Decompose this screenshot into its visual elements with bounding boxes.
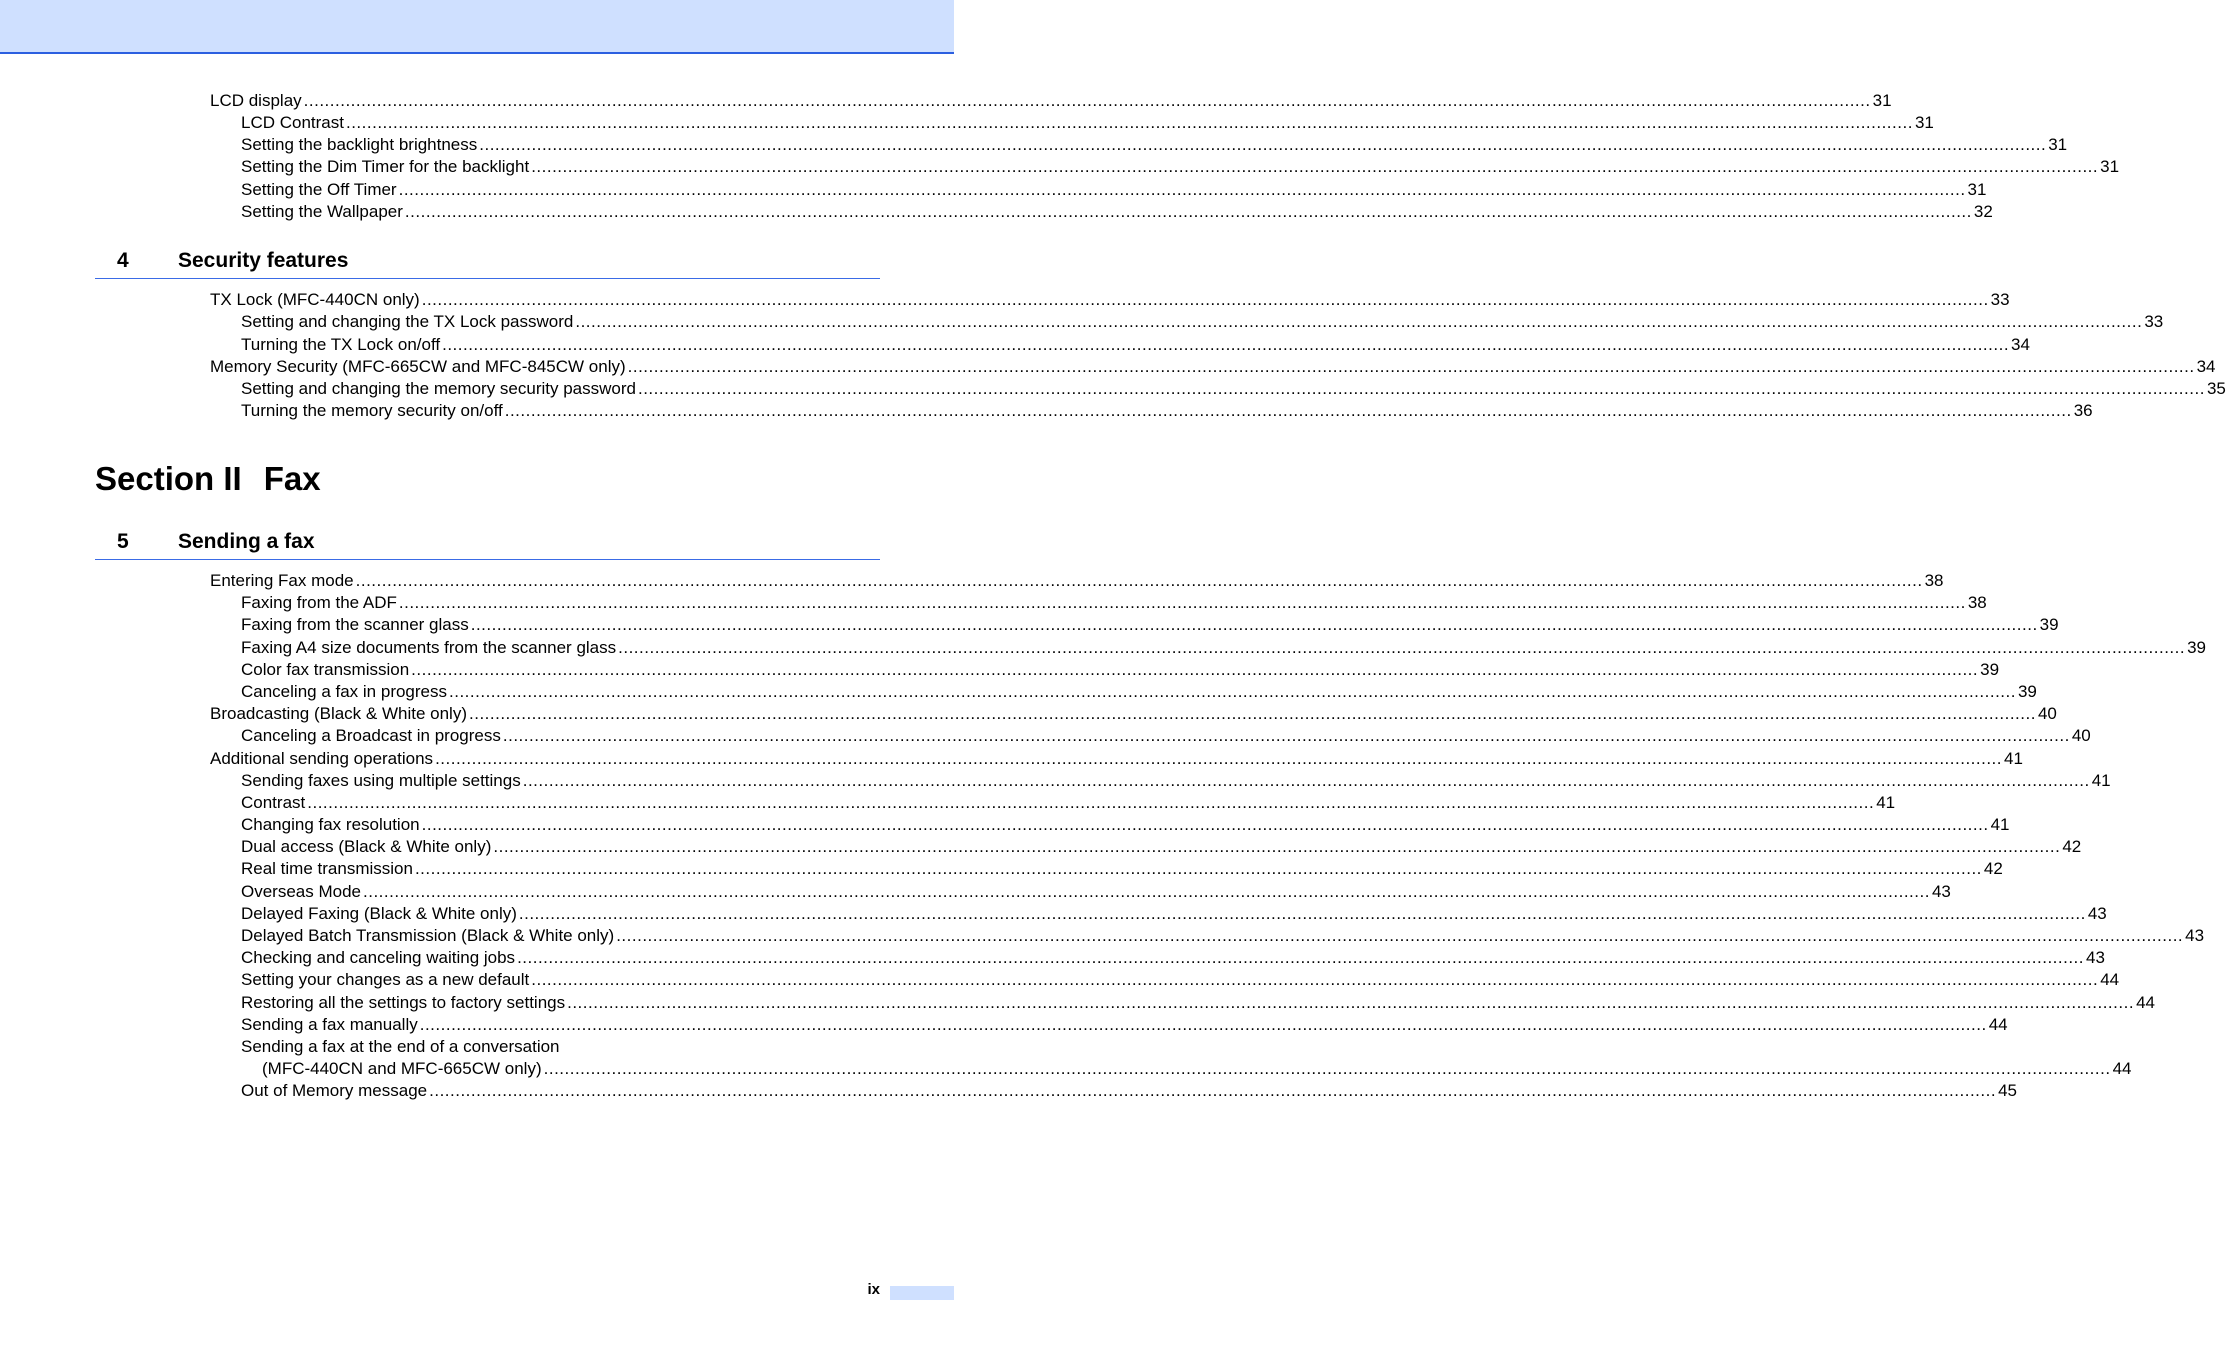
toc-entry-label: Restoring all the settings to factory settings [241, 993, 566, 1012]
toc-entry[interactable] [0, 570, 1944, 592]
dot-leader: ............................................................................................................................................................................................................................................................................................................ [355, 571, 1923, 590]
toc-entry[interactable] [0, 858, 2003, 880]
toc-entry[interactable] [0, 134, 2068, 156]
dot-leader: ............................................................................................................................................................................................................................................................................................................ [531, 970, 2099, 989]
dot-leader: ............................................................................................................................................................................................................................................................................................................ [303, 91, 1871, 110]
toc-entry-page: 31 [1914, 113, 1934, 132]
toc-entry[interactable] [0, 400, 2093, 422]
toc-entry-page: 31 [1872, 91, 1892, 110]
toc-entry[interactable] [0, 925, 2205, 947]
toc-entry-label: Memory Security (MFC-665CW and MFC-845CW only) [210, 357, 626, 376]
toc-entry-page: 43 [2185, 926, 2205, 945]
toc-entry-label: Setting your changes as a new default [241, 970, 530, 989]
toc-entry-page: 39 [2187, 638, 2207, 657]
toc-entry[interactable] [0, 903, 2107, 925]
dot-leader: ............................................................................................................................................................................................................................................................................................................ [470, 615, 2038, 634]
toc-entry[interactable] [0, 992, 2155, 1014]
toc-entry-page: 42 [2062, 837, 2082, 856]
toc-entry-page: 31 [1967, 180, 1987, 199]
toc-entry-label: Sending a fax manually [241, 1015, 418, 1034]
toc-entry-label: Delayed Batch Transmission (Black & White only) [241, 926, 615, 945]
toc-entry-page: 43 [2086, 948, 2105, 967]
section-title: Fax [263, 460, 321, 497]
toc-entry-label: Canceling a Broadcast in progress [241, 726, 501, 745]
dot-leader: ............................................................................................................................................................................................................................................................................................................ [449, 682, 2016, 701]
toc-entry-page: 36 [2073, 401, 2093, 420]
section-label: Section II [95, 460, 242, 497]
chapter-title: Security features [178, 249, 349, 272]
toc-entry-label: Faxing from the ADF [241, 593, 397, 612]
header-band [0, 0, 954, 54]
toc-entry-page: 44 [2100, 970, 2120, 989]
dot-leader: ............................................................................................................................................................................................................................................................................................................ [531, 157, 2099, 176]
dot-leader: ............................................................................................................................................................................................................................................................................................................ [567, 993, 2135, 1012]
toc-entry[interactable] [0, 703, 2057, 725]
toc-entry[interactable] [0, 289, 2010, 311]
section-heading [95, 458, 321, 500]
dot-leader: ............................................................................................................................................................................................................................................................................................................ [469, 704, 2036, 723]
toc-entry[interactable] [0, 112, 1934, 134]
dot-leader: ............................................................................................................................................................................................................................................................................................................ [398, 180, 1966, 199]
dot-leader: ............................................................................................................................................................................................................................................................................................................ [493, 837, 2061, 856]
toc-entry[interactable] [0, 881, 1951, 903]
toc-entry-page: 39 [2039, 615, 2059, 634]
dot-leader: ............................................................................................................................................................................................................................................................................................................ [345, 113, 1913, 132]
toc-entry-page: 31 [2100, 157, 2120, 176]
toc-entry-label: Broadcasting (Black & White only) [210, 704, 467, 723]
dot-leader: ............................................................................................................................................................................................................................................................................................................ [637, 379, 2205, 398]
toc-entry-label: LCD display [210, 91, 302, 110]
toc-entry[interactable] [0, 681, 2037, 703]
dot-leader: ............................................................................................................................................................................................................................................................................................................ [518, 904, 2086, 923]
toc-entry-page: 33 [1990, 290, 2010, 309]
toc-entry-label: Delayed Faxing (Black & White only) [241, 904, 517, 923]
toc-entry-page: 34 [2196, 357, 2216, 376]
chapter-number: 4 [117, 249, 129, 272]
dot-leader: ............................................................................................................................................................................................................................................................................................................ [517, 948, 2085, 967]
dot-leader: ............................................................................................................................................................................................................................................................................................................ [543, 1059, 2111, 1078]
toc-entry-page: 44 [2112, 1059, 2132, 1078]
toc-entry[interactable] [0, 659, 2000, 681]
toc-entry-label: Setting the Wallpaper [241, 202, 403, 221]
toc-entry-page: 39 [2017, 682, 2037, 701]
toc-entry-label: TX Lock (MFC-440CN only) [210, 290, 420, 309]
toc-entry[interactable] [0, 90, 1892, 112]
toc-entry[interactable] [0, 1058, 2132, 1080]
page-number: ix [867, 1281, 880, 1298]
toc-entry-page: 38 [1967, 593, 1987, 612]
footer-tab [890, 1286, 954, 1300]
toc-entry[interactable] [0, 836, 2082, 858]
toc-entry-label: Overseas Mode [241, 882, 361, 901]
toc-entry[interactable] [0, 334, 2030, 356]
toc-entry-label: Setting and changing the memory security password [241, 379, 636, 398]
toc-entry-label: Out of Memory message [241, 1081, 428, 1100]
dot-leader: ............................................................................................................................................................................................................................................................................................................ [502, 726, 2070, 745]
toc-entry-page: 44 [2136, 993, 2155, 1012]
toc-entry-label: Changing fax resolution [241, 815, 420, 834]
toc-entry-label: Setting the Off Timer [241, 180, 397, 199]
toc-entry-page: 33 [2144, 312, 2164, 331]
toc-entry-page: 42 [1983, 859, 2003, 878]
toc-entry-label: Additional sending operations [210, 749, 434, 768]
dot-leader: ............................................................................................................................................................................................................................................................................................................ [429, 1081, 1997, 1100]
toc-entry-page: 43 [2087, 904, 2107, 923]
toc-entry-label: Turning the memory security on/off [241, 401, 503, 420]
chapter-title: Sending a fax [178, 530, 315, 553]
toc-entry-page: 44 [1988, 1015, 2008, 1034]
toc-entry-label: Setting the Dim Timer for the backlight [241, 157, 530, 176]
toc-entry[interactable] [0, 156, 2120, 178]
toc-entry-label: Setting and changing the TX Lock password [241, 312, 574, 331]
toc-entry-page: 40 [2071, 726, 2091, 745]
toc-entry[interactable] [0, 770, 2111, 792]
toc-entry-page: 45 [1998, 1081, 2017, 1100]
toc-entry[interactable] [0, 637, 2207, 659]
toc-entry-label: Faxing from the scanner glass [241, 615, 469, 634]
toc-entry[interactable] [0, 748, 2023, 770]
toc-entry[interactable] [0, 614, 2059, 636]
toc-entry-label: Entering Fax mode [210, 571, 354, 590]
toc-entry-page: 31 [2048, 135, 2068, 154]
toc-entry-page: 41 [1876, 793, 1896, 812]
toc-entry[interactable] [0, 1014, 2008, 1036]
toc-entry-label: Sending faxes using multiple settings [241, 771, 521, 790]
dot-leader: ............................................................................................................................................................................................................................................................................................................ [414, 859, 1982, 878]
toc-entry-label: LCD Contrast [241, 113, 344, 132]
dot-leader: ............................................................................................................................................................................................................................................................................................................ [616, 926, 2184, 945]
toc-entry-label: Faxing A4 size documents from the scanner glass [241, 638, 617, 657]
toc-entry-page: 39 [1980, 660, 2000, 679]
dot-leader: ............................................................................................................................................................................................................................................................................................................ [411, 660, 1979, 679]
toc-entry[interactable] [0, 814, 2010, 836]
toc-entry[interactable] [0, 201, 1993, 223]
toc-entry-page: 41 [2091, 771, 2111, 790]
toc-entry[interactable] [0, 378, 2226, 400]
dot-leader: ............................................................................................................................................................................................................................................................................................................ [363, 882, 1930, 901]
toc-entry-page: 38 [1924, 571, 1944, 590]
dot-leader: ............................................................................................................................................................................................................................................................................................................ [575, 312, 2143, 331]
toc-entry-page: 40 [2037, 704, 2057, 723]
toc-entry[interactable] [0, 356, 2216, 378]
toc-entry-page: 41 [2004, 749, 2023, 768]
toc-entry-page: 35 [2206, 379, 2226, 398]
chapter-heading[interactable] [95, 529, 880, 560]
dot-leader: ............................................................................................................................................................................................................................................................................................................ [398, 593, 1966, 612]
dot-leader: ............................................................................................................................................................................................................................................................................................................ [419, 1015, 1987, 1034]
toc-entry-label: Real time transmission [241, 859, 413, 878]
dot-leader: ............................................................................................................................................................................................................................................................................................................ [442, 335, 2010, 354]
toc-entry-label: Turning the TX Lock on/off [241, 335, 441, 354]
dot-leader: ............................................................................................................................................................................................................................................................................................................ [479, 135, 2047, 154]
chapter-number: 5 [117, 530, 129, 553]
toc-entry-page: 34 [2011, 335, 2030, 354]
dot-leader: ............................................................................................................................................................................................................................................................................................................ [307, 793, 1875, 812]
toc-entry-label: Contrast [241, 793, 306, 812]
toc-entry-label: Canceling a fax in progress [241, 682, 448, 701]
toc-entry[interactable] [0, 725, 2091, 747]
toc-entry-label: Checking and canceling waiting jobs [241, 948, 516, 967]
toc-entry-label: Dual access (Black & White only) [241, 837, 492, 856]
dot-leader: ............................................................................................................................................................................................................................................................................................................ [435, 749, 2003, 768]
toc-entry-page: 41 [1990, 815, 2010, 834]
dot-leader: ............................................................................................................................................................................................................................................................................................................ [404, 202, 1972, 221]
toc-entry-label: Setting the backlight brightness [241, 135, 478, 154]
toc-entry[interactable] [0, 792, 1896, 814]
dot-leader: ............................................................................................................................................................................................................................................................................................................ [522, 771, 2090, 790]
toc-entry[interactable] [0, 1080, 2017, 1102]
toc-entry[interactable] [0, 969, 2120, 991]
chapter-heading[interactable] [95, 248, 880, 279]
toc-entry-page: 43 [1931, 882, 1951, 901]
toc-entry-label-line[interactable]: Sending a fax at the end of a conversation [241, 1037, 560, 1056]
dot-leader: ............................................................................................................................................................................................................................................................................................................ [421, 815, 1989, 834]
toc-entry[interactable] [0, 592, 1987, 614]
toc-entry-label: Color fax transmission [241, 660, 410, 679]
dot-leader: ............................................................................................................................................................................................................................................................................................................ [627, 357, 2195, 376]
dot-leader: ............................................................................................................................................................................................................................................................................................................ [504, 401, 2072, 420]
toc-entry[interactable] [0, 947, 2105, 969]
toc-entry[interactable] [0, 179, 1987, 201]
toc-entry[interactable] [0, 311, 2164, 333]
dot-leader: ............................................................................................................................................................................................................................................................................................................ [421, 290, 1989, 309]
toc-entry-page: 32 [1973, 202, 1993, 221]
toc-entry-label: (MFC-440CN and MFC-665CW only) [262, 1059, 542, 1078]
dot-leader: ............................................................................................................................................................................................................................................................................................................ [618, 638, 2186, 657]
